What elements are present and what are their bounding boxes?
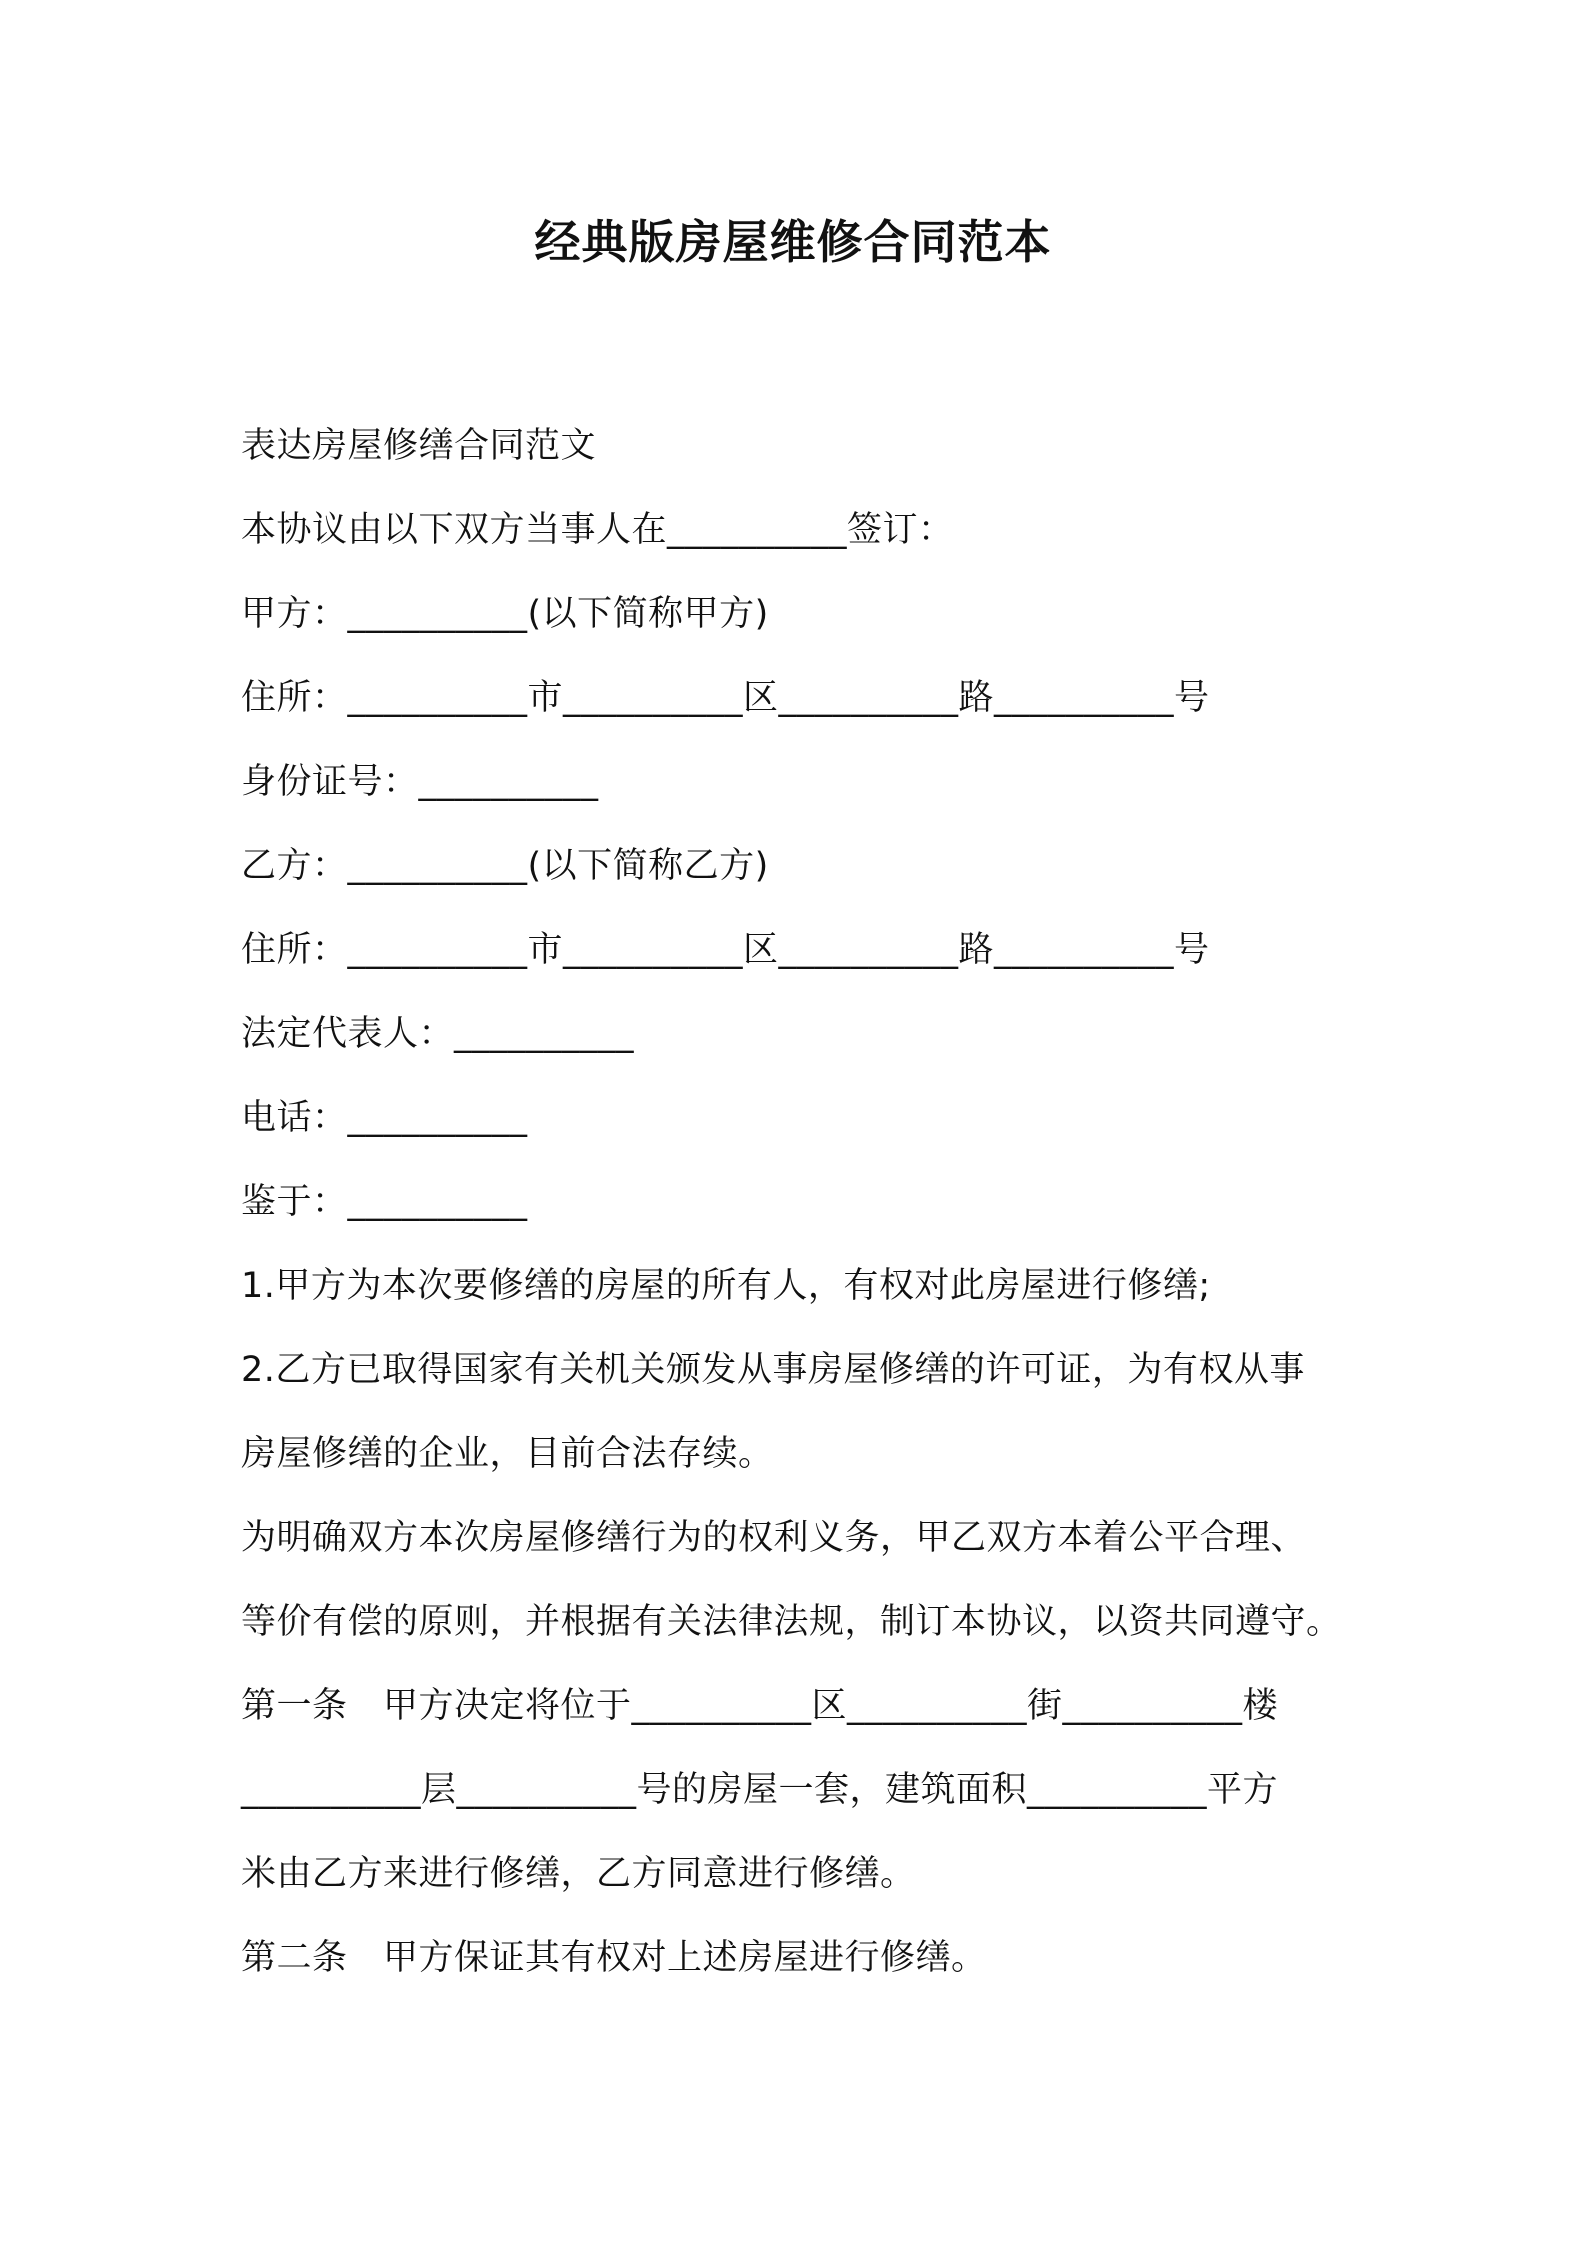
- party-b-name-line: 乙方：__________(以下简称乙方): [241, 846, 769, 886]
- purpose-line-1: 为明确双方本次房屋修缮行为的权利义务，甲乙双方本着公平合理、: [241, 1518, 1307, 1558]
- party-a-address-line: 住所：__________市__________区__________路__________号: [241, 678, 1210, 718]
- whereas-line: 鉴于：__________: [241, 1182, 528, 1222]
- party-b-address-line: 住所：__________市__________区__________路__________号: [241, 930, 1210, 970]
- legal-representative-line: 法定代表人：__________: [241, 1014, 635, 1054]
- intro-heading: 表达房屋修缮合同范文: [241, 426, 597, 466]
- document-body: [241, 404, 1361, 2000]
- phone-line: 电话：__________: [241, 1098, 528, 1138]
- article-1-line-3: 米由乙方来进行修缮，乙方同意进行修缮。: [241, 1854, 916, 1894]
- recital-1-line: 1.甲方为本次要修缮的房屋的所有人，有权对此房屋进行修缮;: [241, 1266, 1211, 1306]
- recital-2-line-1: 2.乙方已取得国家有关机关颁发从事房屋修缮的许可证，为有权从事: [241, 1350, 1305, 1390]
- article-1-line-2: __________层__________号的房屋一套，建筑面积__________平方: [241, 1770, 1279, 1810]
- article-2-line: 第二条 甲方保证其有权对上述房屋进行修缮。: [241, 1938, 987, 1978]
- recital-2-line-2: 房屋修缮的企业，目前合法存续。: [241, 1434, 774, 1474]
- article-1-line-1: 第一条 甲方决定将位于__________区__________街__________楼: [241, 1686, 1279, 1726]
- party-a-id-line: 身份证号：__________: [241, 762, 599, 802]
- party-a-name-line: 甲方：__________(以下简称甲方): [241, 594, 769, 634]
- purpose-line-2: 等价有偿的原则，并根据有关法律法规，制订本协议，以资共同遵守。: [241, 1602, 1342, 1642]
- signing-place-line: 本协议由以下双方当事人在__________签订：: [241, 510, 954, 550]
- document-title: 经典版房屋维修合同范本: [534, 215, 1052, 269]
